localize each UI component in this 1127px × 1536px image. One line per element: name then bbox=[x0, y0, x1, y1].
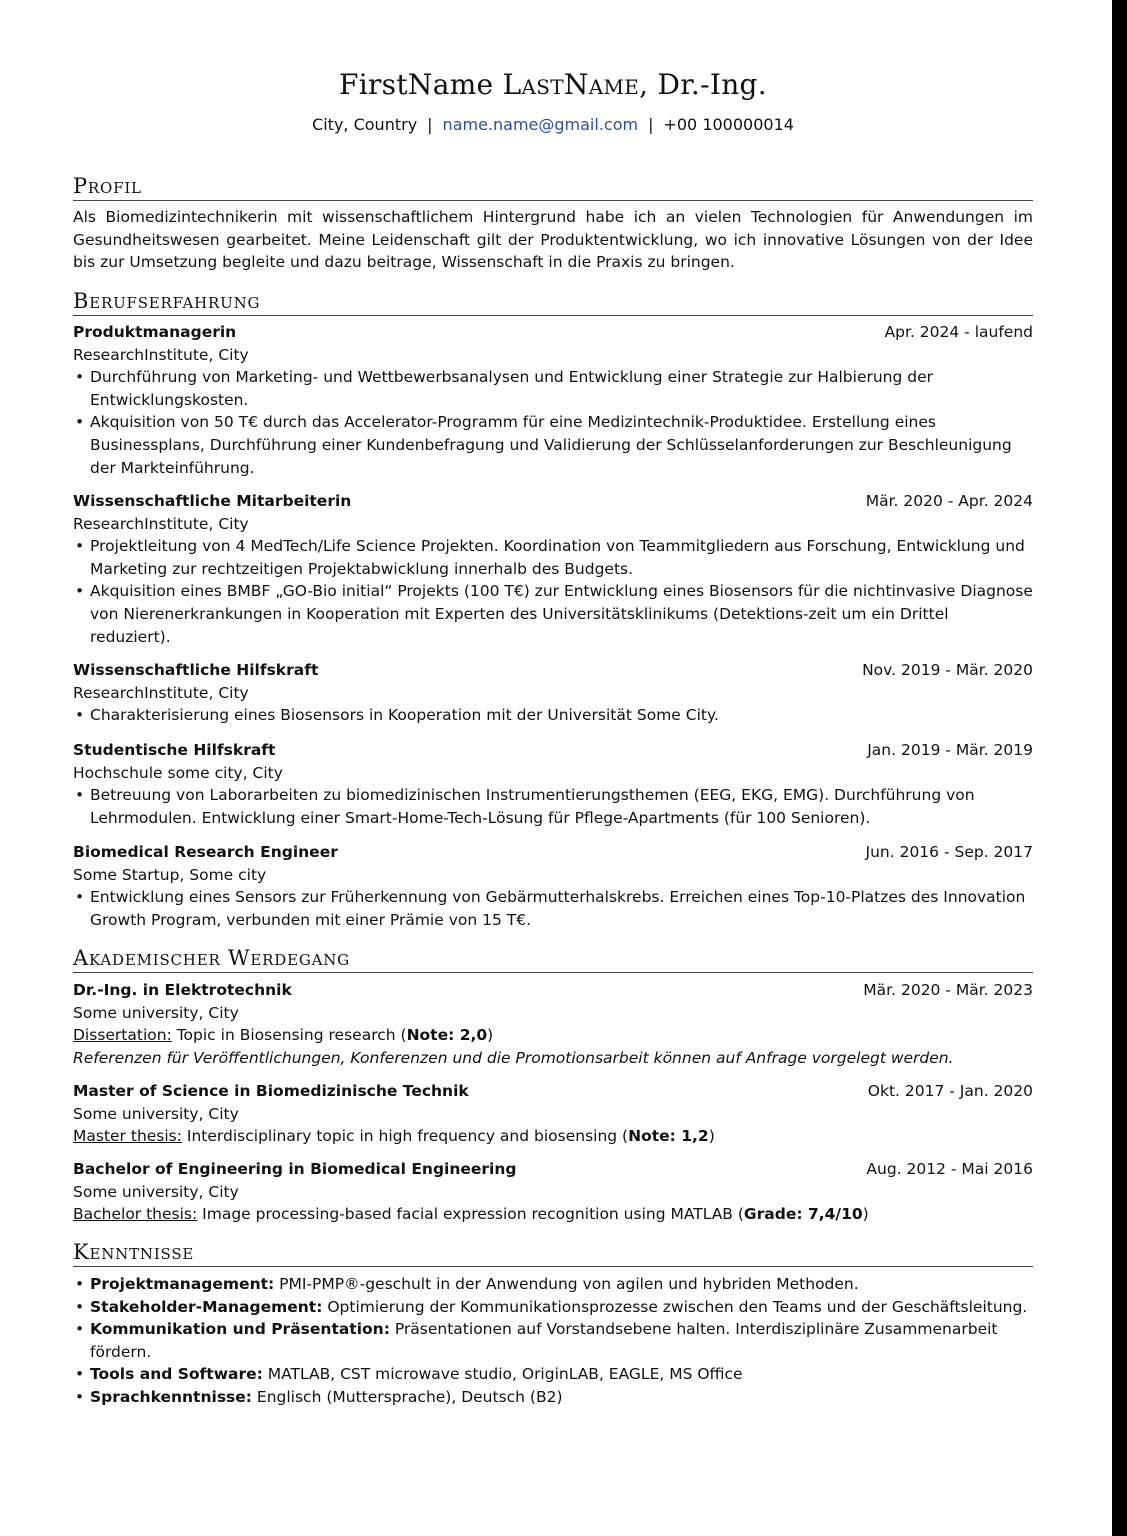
degree-title: Master of Science in Biomedizinische Technik bbox=[73, 1082, 469, 1100]
degree-entry bbox=[73, 1080, 1033, 1148]
degree-note: Referenzen für Veröffentlichungen, Konferenzen und die Promotionsarbeit können auf Anfrage vorgelegt werden. bbox=[73, 1048, 954, 1067]
job-bullet: • Charakterisierung eines Biosensors in Kooperation mit der Universität Some City. bbox=[73, 704, 1033, 727]
grade-value: 2,0 bbox=[454, 1026, 488, 1045]
name-suffix: , Dr.-Ing. bbox=[639, 68, 767, 101]
skill-item bbox=[73, 1318, 1033, 1363]
job-bullet: • Akquisition eines BMBF „GO-Bio initial“ Projekts (100 T€) zur Entwicklung eines Biosensors für die nichtinvasive Diagnose von Nierenerkrankungen in Kooperation mit Experten des Universitätsklinikums (Detektions-zeit um ein Drittel reduziert). bbox=[73, 580, 1033, 648]
job-date: Mär. 2020 - Apr. 2024 bbox=[865, 492, 1033, 510]
skill-text: Optimierung der Kommunikationsprozesse zwischen den Teams und der Geschäftsleitung. bbox=[322, 1297, 1028, 1316]
job-title: Wissenschaftliche Mitarbeiterin bbox=[73, 492, 352, 510]
thesis-text: Interdisciplinary topic in high frequency and biosensing ( bbox=[181, 1127, 629, 1146]
skill-item bbox=[73, 1386, 1033, 1409]
thesis-text: Image processing-based facial expression recognition using MATLAB ( bbox=[197, 1205, 744, 1224]
section-heading-skills: Kenntnisse bbox=[73, 1240, 1033, 1267]
section-heading-education: Akademischer Werdegang bbox=[73, 946, 1033, 973]
job-title: Wissenschaftliche Hilfskraft bbox=[73, 661, 319, 679]
location: City, Country bbox=[312, 115, 418, 134]
job-bullet: • Betreuung von Laborarbeiten zu biomedizinischen Instrumentierungsthemen (EEG, EKG, EMG). Durchführung von Lehrmodulen. Entwicklung einer Smart-Home-Tech-Lösung für Pflege-Apartments (für 100 Senioren). bbox=[73, 784, 1033, 829]
first-name: FirstName bbox=[339, 68, 494, 101]
job-entry bbox=[73, 659, 1033, 727]
job-entry bbox=[73, 841, 1033, 931]
job-date: Jan. 2019 - Mär. 2019 bbox=[867, 741, 1033, 759]
degree-entry bbox=[73, 979, 1033, 1069]
contact-line: City, Country | name.name@gmail.com | +00 100000014 bbox=[312, 115, 794, 134]
skill-text: Präsentationen auf Vorstandsebene halten. Interdisziplinäre Zusammenarbeit fördern. bbox=[90, 1320, 998, 1361]
section-heading-experience: Berufserfahrung bbox=[73, 289, 1033, 316]
thesis-label: Master thesis: bbox=[73, 1127, 182, 1146]
job-org: ResearchInstitute, City bbox=[73, 514, 249, 533]
job-org: ResearchInstitute, City bbox=[73, 683, 249, 702]
skill-label: Tools and Software: bbox=[90, 1365, 263, 1384]
skill-text: PMI-PMP®-geschult in der Anwendung von agilen und hybriden Methoden. bbox=[274, 1275, 859, 1293]
skill-text: Englisch (Muttersprache), Deutsch (B2) bbox=[251, 1387, 563, 1406]
degree-date: Okt. 2017 - Jan. 2020 bbox=[867, 1082, 1033, 1100]
grade-label: Grade: bbox=[743, 1205, 803, 1224]
skill-label: Kommunikation und Präsentation: bbox=[90, 1320, 390, 1339]
degree-title: Bachelor of Engineering in Biomedical Engineering bbox=[73, 1160, 517, 1178]
skill-text: MATLAB, CST microwave studio, OriginLAB, EAGLE, MS Office bbox=[262, 1365, 743, 1384]
thesis-label: Bachelor thesis: bbox=[73, 1205, 198, 1224]
job-bullet: • Entwicklung eines Sensors zur Früherkennung von Gebärmutterhalskrebs. Erreichen eines Top-10-Platzes des Innovation Growth Program, verbunden mit einer Prämie von 15 T€. bbox=[73, 886, 1033, 931]
grade-label: Note: bbox=[628, 1127, 676, 1146]
skill-item bbox=[73, 1273, 1033, 1296]
degree-org: Some university, City bbox=[73, 1182, 239, 1201]
job-org: Hochschule some city, City bbox=[73, 763, 283, 782]
job-date: Nov. 2019 - Mär. 2020 bbox=[862, 661, 1033, 679]
job-entry bbox=[73, 321, 1033, 479]
job-org: Some Startup, Some city bbox=[73, 865, 267, 884]
job-title: Studentische Hilfskraft bbox=[73, 741, 276, 759]
degree-date: Aug. 2012 - Mai 2016 bbox=[866, 1160, 1033, 1178]
job-bullet: • Projektleitung von 4 MedTech/Life Science Projekten. Koordination von Teammitgliedern aus Forschung, Entwicklung und Marketing zur rechtzeitigen Projektabwicklung innerhalb des Budgets. bbox=[73, 535, 1033, 580]
degree-thesis: Bachelor thesis: Image processing-based facial expression recognition using MATLAB (Grade: 7,4/10) bbox=[73, 1205, 869, 1224]
thesis-label: Dissertation: bbox=[73, 1026, 172, 1045]
job-date: Apr. 2024 - laufend bbox=[884, 323, 1033, 341]
thesis-text: Topic in Biosensing research ( bbox=[171, 1026, 407, 1045]
profile-text: Als Biomedizintechnikerin mit wissenschaftlichem Hintergrund habe ich an vielen Technologien für Anwendungen im Gesundheitswesen gearbeitet. Meine Leidenschaft gilt der Produktentwicklung, wo ich innovative Lösungen von der Idee bis zur Umsetzung begleite und dazu beitrage, Wissenschaft in die Praxis zu bringen. bbox=[73, 208, 1033, 272]
page-edge bbox=[1112, 0, 1127, 1536]
grade-value: 1,2 bbox=[675, 1127, 709, 1146]
email-link[interactable]: name.name@gmail.com bbox=[442, 115, 639, 134]
resume-name bbox=[73, 68, 1033, 101]
grade-label: Note: bbox=[406, 1026, 455, 1045]
job-bullet: • Akquisition von 50 T€ durch das Accelerator-Programm für eine Medizintechnik-Produktidee. Erstellung eines Businessplans, Durchführung einer Kundenbefragung und Validierung der Schlüsselanforderungen zur Beschleunigung der Markteinführung. bbox=[73, 411, 1033, 479]
job-date: Jun. 2016 - Sep. 2017 bbox=[865, 843, 1033, 861]
job-org: ResearchInstitute, City bbox=[73, 345, 249, 364]
phone: +00 100000014 bbox=[663, 115, 794, 134]
job-entry bbox=[73, 739, 1033, 829]
skill-label: Projektmanagement: bbox=[90, 1275, 275, 1293]
job-entry bbox=[73, 490, 1033, 648]
section-heading-profile: Profil bbox=[73, 174, 1033, 201]
degree-entry bbox=[73, 1158, 1033, 1226]
skill-item bbox=[73, 1296, 1033, 1319]
degree-thesis: Dissertation: Topic in Biosensing research (Note: 2,0) bbox=[73, 1026, 494, 1045]
skill-item bbox=[73, 1363, 1033, 1386]
skills-list bbox=[73, 1273, 1033, 1409]
grade-value: 7,4/10 bbox=[802, 1205, 863, 1224]
job-bullet: • Durchführung von Marketing- und Wettbewerbsanalysen und Entwicklung einer Strategie zur Halbierung der Entwicklungskosten. bbox=[73, 366, 1033, 411]
skill-label: Sprachkenntnisse: bbox=[90, 1387, 252, 1406]
job-title: Produktmanagerin bbox=[73, 323, 237, 341]
job-title: Biomedical Research Engineer bbox=[73, 843, 338, 861]
skill-label: Stakeholder-Management: bbox=[90, 1297, 323, 1316]
degree-date: Mär. 2020 - Mär. 2023 bbox=[863, 981, 1033, 999]
last-name: LastName bbox=[502, 68, 640, 101]
degree-title: Dr.-Ing. in Elektrotechnik bbox=[73, 981, 292, 999]
degree-org: Some university, City bbox=[73, 1104, 239, 1123]
degree-thesis: Master thesis: Interdisciplinary topic in high frequency and biosensing (Note: 1,2) bbox=[73, 1127, 715, 1146]
degree-org: Some university, City bbox=[73, 1003, 239, 1022]
